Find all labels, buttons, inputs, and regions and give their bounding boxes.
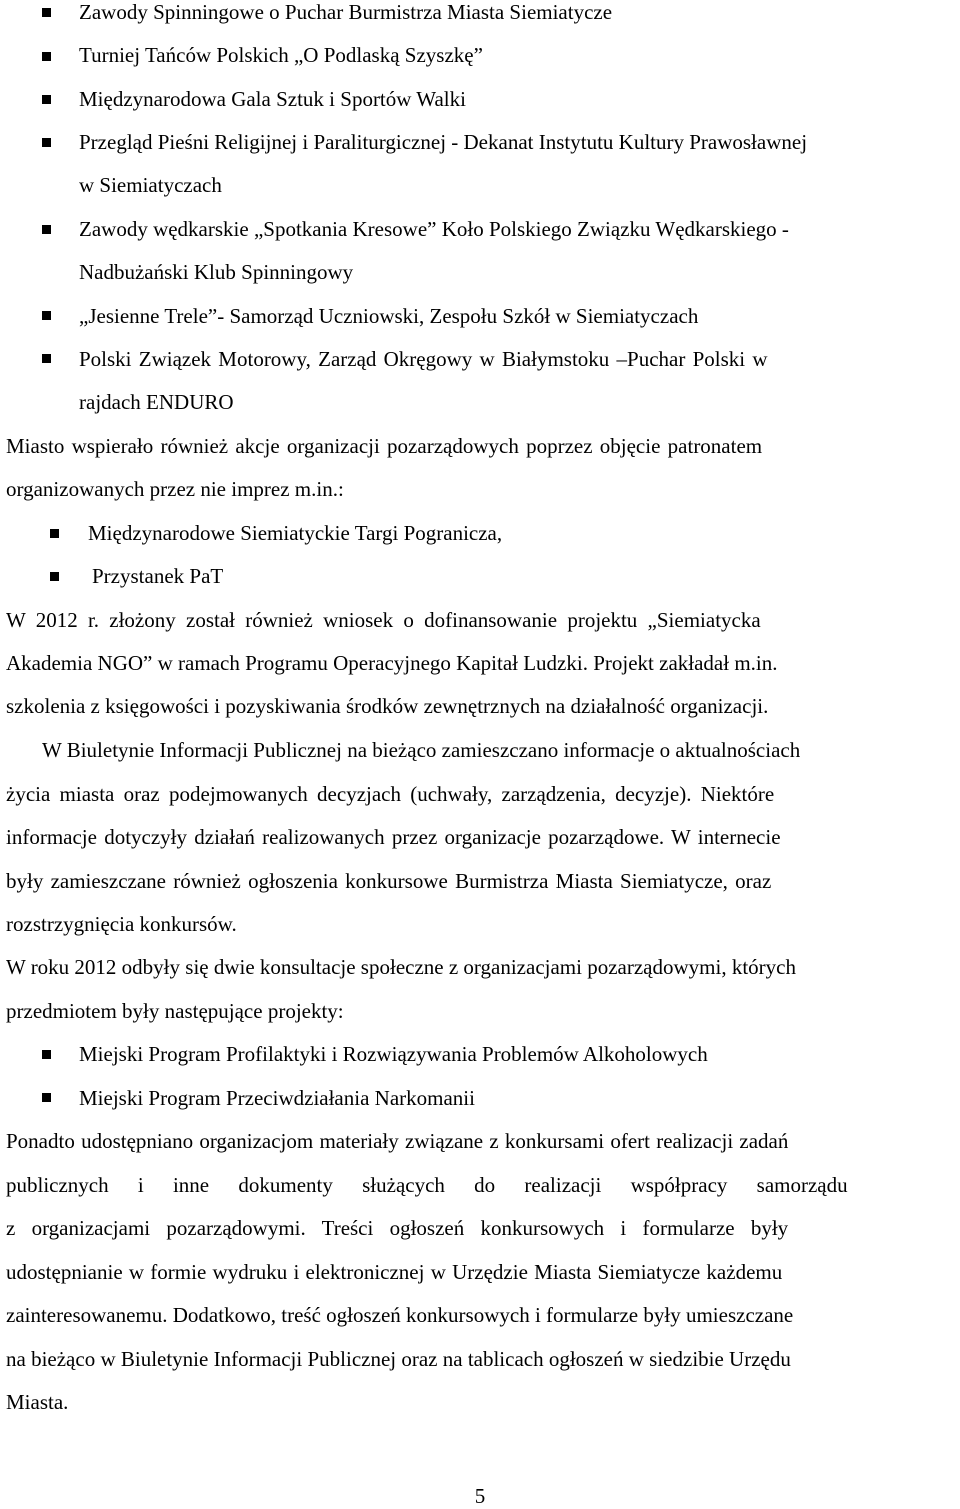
list-item: Przegląd Pieśni Religijnej i Paraliturgicznej - Dekanat Instytutu Kultury Prawosławnej xyxy=(79,130,808,154)
list-item: Zawody Spinningowe o Puchar Burmistrza Miasta Siemiatycze xyxy=(79,0,613,24)
paragraph-line: organizowanych przez nie imprez m.in.: xyxy=(6,477,344,501)
paragraph-line: życia miasta oraz podejmowanych decyzjach (uchwały, zarządzenia, decyzje). Niektóre xyxy=(6,782,775,806)
paragraph-line: na bieżąco w Biuletynie Informacji Publicznej oraz na tablicach ogłoszeń w siedzibie Urzędu xyxy=(6,1347,791,1371)
paragraph-line: rozstrzygnięcia konkursów. xyxy=(6,912,237,936)
bullet-icon xyxy=(42,1093,51,1102)
list-item: Miejski Program Profilaktyki i Rozwiązywania Problemów Alkoholowych xyxy=(79,1042,708,1066)
bullet-icon xyxy=(42,8,51,17)
paragraph-line: Miasta. xyxy=(6,1390,69,1414)
list-item: Miejski Program Przeciwdziałania Narkomanii xyxy=(79,1086,475,1110)
bullet-icon xyxy=(42,354,51,363)
paragraph-line: informacje dotyczyły działań realizowanych przez organizacje pozarządowe. W internecie xyxy=(6,825,781,849)
paragraph-line: przedmiotem były następujące projekty: xyxy=(6,999,344,1023)
paragraph-line: publicznych i inne dokumenty służących do realizacji współpracy samorządu xyxy=(6,1173,848,1197)
list-item: Turniej Tańców Polskich „O Podlaską Szyszkę” xyxy=(79,43,483,67)
paragraph-line: udostępnianie w formie wydruku i elektronicznej w Urzędzie Miasta Siemiatycze każdemu xyxy=(6,1260,783,1284)
list-item: Zawody wędkarskie „Spotkania Kresowe” Koło Polskiego Związku Wędkarskiego - xyxy=(79,217,789,241)
paragraph-line: W 2012 r. złożony został również wniosek o dofinansowanie projektu „Siemiatycka xyxy=(6,608,761,632)
paragraph-line: W Biuletynie Informacji Publicznej na bieżąco zamieszczano informacje o aktualnościach xyxy=(42,738,801,762)
paragraph-line: zainteresowanemu. Dodatkowo, treść ogłoszeń konkursowych i formularze były umieszczane xyxy=(6,1303,794,1327)
bullet-icon xyxy=(42,138,51,147)
bullet-icon xyxy=(42,1050,51,1059)
list-item: Polski Związek Motorowy, Zarząd Okręgowy w Białymstoku –Puchar Polski w xyxy=(79,347,768,371)
list-item-continuation: rajdach ENDURO xyxy=(79,390,234,414)
list-item: Przystanek PaT xyxy=(92,564,224,588)
page-number: 5 xyxy=(474,1484,486,1508)
bullet-icon xyxy=(50,529,59,538)
bullet-icon xyxy=(42,225,51,234)
paragraph-line: z organizacjami pozarządowymi. Treści ogłoszeń konkursowych i formularze były xyxy=(6,1216,789,1240)
bullet-icon xyxy=(50,572,59,581)
paragraph-line: szkolenia z księgowości i pozyskiwania środków zewnętrznych na działalność organizacji. xyxy=(6,694,769,718)
list-item-continuation: Nadbużański Klub Spinningowy xyxy=(79,260,354,284)
bullet-icon xyxy=(42,311,51,320)
list-item-continuation: w Siemiatyczach xyxy=(79,173,222,197)
paragraph-line: Miasto wspierało również akcje organizacji pozarządowych poprzez objęcie patronatem xyxy=(6,434,763,458)
list-item: Międzynarodowa Gala Sztuk i Sportów Walki xyxy=(79,87,466,111)
list-item: „Jesienne Trele”- Samorząd Uczniowski, Zespołu Szkół w Siemiatyczach xyxy=(79,304,699,328)
bullet-icon xyxy=(42,95,51,104)
list-item: Międzynarodowe Siemiatyckie Targi Pogranicza, xyxy=(88,521,503,545)
bullet-icon xyxy=(42,52,51,61)
paragraph-line: Ponadto udostępniano organizacjom materiały związane z konkursami ofert realizacji zadań xyxy=(6,1129,789,1153)
paragraph-line: Akademia NGO” w ramach Programu Operacyjnego Kapitał Ludzki. Projekt zakładał m.in. xyxy=(6,651,778,675)
paragraph-line: były zamieszczane również ogłoszenia konkursowe Burmistrza Miasta Siemiatycze, oraz xyxy=(6,869,772,893)
paragraph-line: W roku 2012 odbyły się dwie konsultacje społeczne z organizacjami pozarządowymi, których xyxy=(6,955,796,979)
